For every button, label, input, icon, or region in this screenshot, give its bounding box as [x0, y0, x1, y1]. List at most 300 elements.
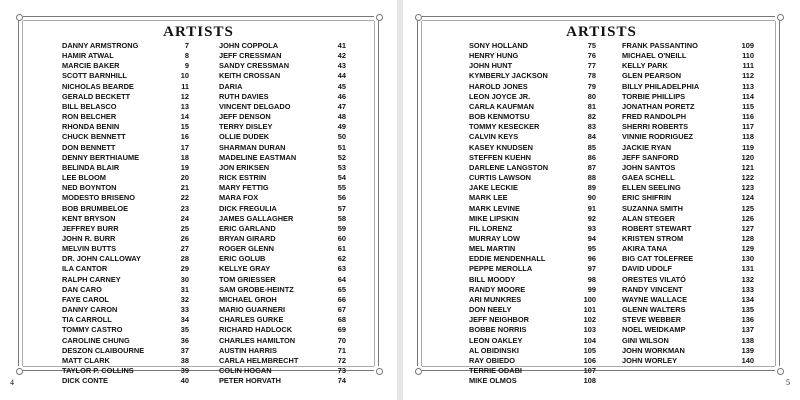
artist-entry: [622, 234, 754, 244]
artist-page-number: 96: [587, 254, 596, 264]
artist-entry: [622, 51, 754, 61]
artist-entry: [469, 376, 596, 386]
artist-name: JOHN WORLEY: [622, 355, 678, 365]
artist-name: BILLY PHILADELPHIA: [622, 81, 700, 91]
artist-name: RUTH DAVIES: [219, 91, 269, 101]
artist-entry: [469, 275, 596, 285]
artist-name: RANDY VINCENT: [622, 284, 683, 294]
artist-entry: [469, 204, 596, 214]
artist-page-number: 131: [741, 264, 754, 274]
artist-page-number: 26: [180, 233, 189, 243]
artist-name: ARI MUNKRES: [469, 294, 522, 304]
artist-name: MADELINE EASTMAN: [219, 152, 297, 162]
artist-page-number: 85: [587, 142, 596, 152]
corner-ornament: [413, 366, 422, 375]
artist-name: BILL MOODY: [469, 274, 516, 284]
artist-name: AL OBIDINSKI: [469, 345, 519, 355]
artist-name: SHARMAN DURAN: [219, 142, 286, 152]
artist-page-number: 122: [741, 173, 754, 183]
artist-name: JEFF NEIGHBOR: [469, 315, 529, 325]
artist-entry: [469, 71, 596, 81]
artist-name: JAKE LECKIE: [469, 183, 518, 193]
artist-name: AKIRA TANA: [622, 244, 668, 254]
artist-entry: [622, 173, 754, 183]
artist-page-number: 19: [180, 162, 189, 172]
artist-name: JOHN R. BURR: [62, 233, 116, 243]
artist-column: [219, 41, 346, 386]
artist-entry: [469, 82, 596, 92]
artist-page-number: 135: [741, 305, 754, 315]
artist-page-number: 87: [587, 162, 596, 172]
artist-page-number: 43: [337, 61, 346, 71]
artist-name: KRISTEN STROM: [622, 233, 684, 243]
artist-entry: [622, 204, 754, 214]
artist-entry: [622, 305, 754, 315]
artist-entry: [62, 315, 189, 325]
artist-page-number: 16: [180, 132, 189, 142]
artist-page-number: 36: [180, 335, 189, 345]
artist-page-number: 53: [337, 162, 346, 172]
artist-page-number: 50: [337, 132, 346, 142]
artist-page-number: 139: [741, 345, 754, 355]
artist-entry: [62, 71, 189, 81]
artist-page-number: 61: [337, 244, 346, 254]
artist-page-number: 20: [180, 173, 189, 183]
artist-name: ELLEN SEELING: [622, 183, 681, 193]
artist-page-number: 41: [337, 41, 346, 50]
artist-page-number: 65: [337, 284, 346, 294]
artist-name: DON NEELY: [469, 305, 512, 315]
artist-name: GLENN WALTERS: [622, 305, 686, 315]
artist-name: BILL BELASCO: [62, 101, 117, 111]
artist-name: CURTIS LAWSON: [469, 173, 531, 183]
artist-page-number: 54: [337, 173, 346, 183]
artist-entry: [219, 366, 346, 376]
artist-entry: [62, 305, 189, 315]
artist-entry: [62, 346, 189, 356]
artist-name: JOHN HUNT: [469, 61, 513, 71]
artist-entry: [219, 153, 346, 163]
artist-page-number: 29: [180, 264, 189, 274]
artist-entry: [622, 61, 754, 71]
artist-entry: [469, 183, 596, 193]
artist-name: RAY OBIEDO: [469, 355, 515, 365]
corner-ornament: [775, 12, 784, 21]
artist-entry: [622, 163, 754, 173]
artist-name: STEVE WEBBER: [622, 315, 682, 325]
artist-name: RALPH CARNEY: [62, 274, 121, 284]
page-number: 5: [786, 378, 790, 387]
artist-page-number: 18: [180, 152, 189, 162]
artist-name: DAN CARO: [62, 284, 102, 294]
artist-name: MIKE LIPSKIN: [469, 213, 519, 223]
artist-page-number: 67: [337, 305, 346, 315]
artist-name: KELLYE GRAY: [219, 264, 271, 274]
artist-name: MODESTO BRISENO: [62, 193, 135, 203]
artist-entry: [469, 41, 596, 51]
artist-entry: [62, 153, 189, 163]
artist-name: FAYE CAROL: [62, 294, 109, 304]
artist-page-number: 115: [742, 101, 754, 111]
artist-page-number: 134: [741, 294, 754, 304]
artist-page-number: 104: [583, 335, 596, 345]
artist-page-number: 108: [583, 376, 596, 386]
artist-name: MICHAEL O'NEILL: [622, 51, 687, 61]
artist-name: ERIC SHIFRIN: [622, 193, 672, 203]
artist-entry: [62, 183, 189, 193]
artist-name: DARLENE LANGSTON: [469, 162, 549, 172]
artist-name: DICK CONTE: [62, 376, 108, 386]
artist-entry: [622, 264, 754, 274]
artist-page-number: 72: [337, 355, 346, 365]
artist-name: OLLIE DUDEK: [219, 132, 270, 142]
artist-name: TOMMY CASTRO: [62, 325, 123, 335]
artist-page-number: 21: [180, 183, 189, 193]
artist-page-number: 32: [180, 294, 189, 304]
artist-name: CHARLES GURKE: [219, 315, 284, 325]
artist-page-number: 81: [587, 101, 596, 111]
artist-name: CARLA KAUFMAN: [469, 101, 534, 111]
artist-name: TOM GRIESSER: [219, 274, 276, 284]
artist-page-number: 57: [337, 203, 346, 213]
artist-page-number: 49: [337, 122, 346, 132]
artist-name: DAVID UDOLF: [622, 264, 672, 274]
artist-name: ILA CANTOR: [62, 264, 108, 274]
artist-entry: [62, 112, 189, 122]
artist-name: MARY FETTIG: [219, 183, 269, 193]
artist-entry: [62, 264, 189, 274]
artist-entry: [469, 143, 596, 153]
artist-entry: [469, 193, 596, 203]
artist-name: RON BELCHER: [62, 112, 117, 122]
artist-page-number: 127: [741, 223, 754, 233]
artist-page-number: 121: [741, 162, 754, 172]
artist-page-number: 70: [337, 335, 346, 345]
artist-page-number: 91: [587, 203, 596, 213]
artist-name: DENNY BERTHIAUME: [62, 152, 140, 162]
artist-entry: [62, 244, 189, 254]
artist-page-number: 129: [741, 244, 754, 254]
artist-name: JEFFREY BURR: [62, 223, 119, 233]
artist-page-number: 23: [180, 203, 189, 213]
artist-entry: [219, 41, 346, 51]
artist-page-number: 76: [587, 51, 596, 61]
artist-entry: [622, 193, 754, 203]
artist-name: KYMBERLY JACKSON: [469, 71, 548, 81]
artist-page-number: 66: [337, 294, 346, 304]
artist-entry: [469, 92, 596, 102]
artist-entry: [469, 234, 596, 244]
artist-entry: [62, 356, 189, 366]
artist-name: DICK FREGULIA: [219, 203, 277, 213]
artist-page-number: 12: [180, 91, 189, 101]
artist-entry: [62, 173, 189, 183]
artist-entry: [469, 254, 596, 264]
artist-entry: [622, 71, 754, 81]
artist-entry: [622, 244, 754, 254]
artist-page-number: 128: [741, 233, 754, 243]
artist-page-number: 59: [337, 223, 346, 233]
artist-page-number: 71: [337, 345, 346, 355]
artist-name: CALVIN KEYS: [469, 132, 519, 142]
artist-page-number: 97: [587, 264, 596, 274]
artist-page-number: 58: [337, 213, 346, 223]
artist-entry: [219, 305, 346, 315]
artist-name: BOBBE NORRIS: [469, 325, 527, 335]
artist-name: TIA CARROLL: [62, 315, 112, 325]
artist-entry: [62, 143, 189, 153]
artist-name: MARK LEVINE: [469, 203, 520, 213]
artist-page-number: 46: [337, 91, 346, 101]
artist-entry: [62, 122, 189, 132]
artist-entry: [219, 204, 346, 214]
artist-page-number: 103: [583, 325, 596, 335]
artist-entry: [469, 244, 596, 254]
artist-page-number: 27: [180, 244, 189, 254]
artist-entry: [219, 285, 346, 295]
artist-name: COLIN HOGAN: [219, 366, 272, 375]
artist-name: ROBERT STEWART: [622, 223, 692, 233]
artist-entry: [219, 275, 346, 285]
artist-entry: [622, 132, 754, 142]
artist-entry: [469, 315, 596, 325]
artist-entry: [219, 193, 346, 203]
artist-entry: [622, 346, 754, 356]
artist-page-number: 63: [337, 264, 346, 274]
artist-name: RICHARD HADLOCK: [219, 325, 293, 335]
artist-name: PEPPE MEROLLA: [469, 264, 533, 274]
artist-entry: [219, 82, 346, 92]
artist-page-number: 8: [184, 51, 189, 61]
artist-page-number: 55: [337, 183, 346, 193]
artist-entry: [62, 376, 189, 386]
artist-name: LEE BLOOM: [62, 173, 106, 183]
artist-page-number: 39: [180, 366, 189, 375]
artist-name: LEON JOYCE JR.: [469, 91, 531, 101]
artist-entry: [469, 336, 596, 346]
artist-page-number: 34: [180, 315, 189, 325]
artist-entry: [469, 346, 596, 356]
artist-entry: [219, 132, 346, 142]
corner-ornament: [374, 12, 383, 21]
artist-name: JOHN COPPOLA: [219, 41, 279, 50]
corner-ornament: [14, 12, 23, 21]
artist-page-number: 93: [587, 223, 596, 233]
artist-page-number: 73: [337, 366, 346, 375]
artist-page-number: 62: [337, 254, 346, 264]
artist-entry: [219, 376, 346, 386]
artist-entry: [622, 143, 754, 153]
artist-entry: [62, 102, 189, 112]
artist-page-number: 13: [180, 101, 189, 111]
artist-entry: [62, 163, 189, 173]
artist-name: FIL LORENZ: [469, 223, 513, 233]
artist-name: RHONDA BENIN: [62, 122, 120, 132]
artist-name: TERRIE ODABI: [469, 366, 522, 375]
artist-name: CHARLES HAMILTON: [219, 335, 296, 345]
artist-entry: [219, 102, 346, 112]
artist-name: MARA FOX: [219, 193, 259, 203]
artist-entry: [469, 366, 596, 376]
artist-page-number: 47: [337, 101, 346, 111]
artist-page-number: 105: [583, 345, 596, 355]
artist-page-number: 28: [180, 254, 189, 264]
artist-entry: [219, 71, 346, 81]
artist-page-number: 90: [587, 193, 596, 203]
artist-page-number: 31: [180, 284, 189, 294]
artist-name: BELINDA BLAIR: [62, 162, 120, 172]
page-title: ARTISTS: [163, 24, 234, 40]
artist-name: MIKE OLMOS: [469, 376, 517, 386]
artist-name: HENRY HUNG: [469, 51, 519, 61]
artist-name: MELVIN BUTTS: [62, 244, 117, 254]
artist-entry: [469, 122, 596, 132]
artist-page-number: 95: [587, 244, 596, 254]
artist-entry: [62, 295, 189, 305]
artist-page-number: 137: [741, 325, 754, 335]
artist-entry: [469, 264, 596, 274]
artist-page-number: 123: [741, 183, 754, 193]
artist-page-number: 10: [180, 71, 189, 81]
artist-page-number: 98: [587, 274, 596, 284]
artist-entry: [219, 214, 346, 224]
artist-name: FRED RANDOLPH: [622, 112, 687, 122]
artist-entry: [219, 346, 346, 356]
artist-name: CARLA HELMBRECHT: [219, 355, 299, 365]
artist-page-number: 30: [180, 274, 189, 284]
artist-name: HAROLD JONES: [469, 81, 528, 91]
artist-page-number: 112: [742, 71, 754, 81]
artist-name: DANNY CARON: [62, 305, 118, 315]
artist-name: MARIO GUARNERI: [219, 305, 286, 315]
artist-page-number: 110: [742, 51, 754, 61]
artist-page-number: 125: [741, 203, 754, 213]
artist-name: KELLY PARK: [622, 61, 668, 71]
artist-entry: [219, 244, 346, 254]
artist-name: JEFF DENSON: [219, 112, 271, 122]
artist-name: SANDY CRESSMAN: [219, 61, 290, 71]
artist-page-number: 113: [742, 81, 754, 91]
artist-entry: [62, 325, 189, 335]
artist-name: SHERRI ROBERTS: [622, 122, 689, 132]
artist-entry: [622, 254, 754, 264]
artist-page-number: 118: [742, 132, 754, 142]
artist-page-number: 88: [587, 173, 596, 183]
artist-name: NED BOYNTON: [62, 183, 117, 193]
artist-page-number: 111: [742, 61, 754, 71]
artist-entry: [62, 41, 189, 51]
artist-entry: [469, 51, 596, 61]
artist-name: VINCENT DELGADO: [219, 101, 291, 111]
artist-name: STEFFEN KUEHN: [469, 152, 532, 162]
artist-entry: [622, 325, 754, 335]
artist-page-number: 102: [583, 315, 596, 325]
artist-name: JONATHAN PORETZ: [622, 101, 695, 111]
artist-page-number: 69: [337, 325, 346, 335]
artist-page-number: 75: [587, 41, 596, 50]
artist-page-number: 25: [180, 223, 189, 233]
artist-entry: [219, 183, 346, 193]
artist-page-number: 106: [583, 355, 596, 365]
artist-entry: [219, 173, 346, 183]
artist-page-number: 117: [742, 122, 754, 132]
artist-column: [622, 41, 754, 366]
corner-ornament: [14, 366, 23, 375]
artist-name: TORBIE PHILLIPS: [622, 91, 686, 101]
artist-page-number: 35: [180, 325, 189, 335]
artist-page-number: 60: [337, 233, 346, 243]
artist-name: JACKIE RYAN: [622, 142, 672, 152]
artist-entry: [219, 325, 346, 335]
artist-page-number: 15: [180, 122, 189, 132]
artist-page-number: 92: [587, 213, 596, 223]
artist-name: ERIC GOLUB: [219, 254, 266, 264]
left-page: [0, 0, 397, 400]
artist-entry: [622, 183, 754, 193]
artist-name: SUZANNA SMITH: [622, 203, 683, 213]
artist-name: ROGER GLENN: [219, 244, 275, 254]
artist-page-number: 86: [587, 152, 596, 162]
artist-name: ALAN STEGER: [622, 213, 675, 223]
artist-name: NICHOLAS BEARDE: [62, 81, 134, 91]
artist-page-number: 89: [587, 183, 596, 193]
artist-name: KEITH CROSSAN: [219, 71, 281, 81]
artist-name: JOHN SANTOS: [622, 162, 676, 172]
artist-entry: [219, 61, 346, 71]
artist-name: SONY HOLLAND: [469, 41, 528, 50]
artist-entry: [622, 315, 754, 325]
artist-page-number: 136: [741, 315, 754, 325]
artist-entry: [622, 336, 754, 346]
artist-entry: [219, 122, 346, 132]
artist-name: GINI WILSON: [622, 335, 669, 345]
artist-page-number: 83: [587, 122, 596, 132]
artist-name: JEFF CRESSMAN: [219, 51, 282, 61]
artist-entry: [62, 254, 189, 264]
artist-name: MATT CLARK: [62, 355, 110, 365]
artist-name: PETER HORVATH: [219, 376, 282, 386]
artist-entry: [469, 153, 596, 163]
artist-page-number: 138: [741, 335, 754, 345]
artist-name: DON BENNETT: [62, 142, 116, 152]
corner-ornament: [374, 366, 383, 375]
corner-ornament: [775, 366, 784, 375]
artist-page-number: 124: [741, 193, 754, 203]
artist-entry: [62, 61, 189, 71]
artist-name: CHUCK BENNETT: [62, 132, 126, 142]
artist-entry: [622, 356, 754, 366]
artist-entry: [219, 163, 346, 173]
artist-entry: [62, 92, 189, 102]
artist-name: DANNY ARMSTRONG: [62, 41, 139, 50]
artist-page-number: 52: [337, 152, 346, 162]
artist-entry: [62, 82, 189, 92]
artist-page-number: 40: [180, 376, 189, 386]
artist-page-number: 99: [587, 284, 596, 294]
artist-page-number: 7: [184, 41, 189, 50]
artist-page-number: 82: [587, 112, 596, 122]
artist-entry: [622, 41, 754, 51]
artist-entry: [469, 295, 596, 305]
artist-page-number: 130: [741, 254, 754, 264]
artist-entry: [622, 122, 754, 132]
artist-entry: [219, 254, 346, 264]
artist-entry: [219, 143, 346, 153]
artist-name: ERIC GARLAND: [219, 223, 276, 233]
artist-page-number: 14: [180, 112, 189, 122]
artist-entry: [219, 234, 346, 244]
artist-name: HAMIR ATWAL: [62, 51, 114, 61]
